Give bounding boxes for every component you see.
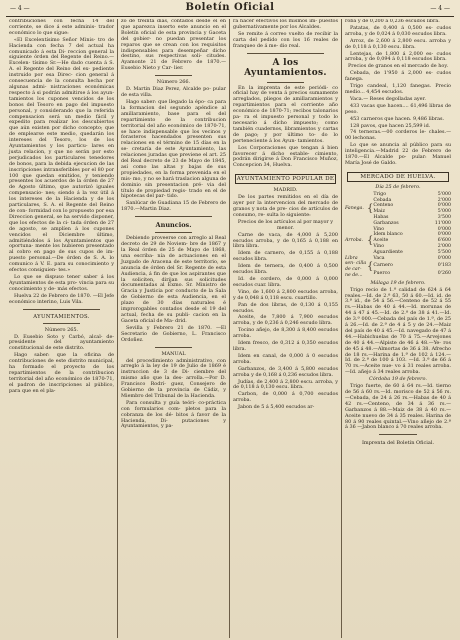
paragraph: contribuciones con fecha 14 del corriente, se dice á este adminis- trador económico lo que sigue: (9, 19, 114, 36)
market-item: Garbanzos (373, 220, 399, 226)
market-item: Vaca (373, 255, 385, 261)
market-item: Habas (373, 214, 389, 220)
market-item: Cebada (373, 197, 392, 203)
market-value: 0'183 (437, 263, 451, 269)
page-number-left: — 4 — (10, 5, 30, 12)
market-value: 2'000 (437, 197, 451, 203)
market-price-row (345, 256, 451, 264)
price-line: Patatas, de 0,400 á 0,500 es- cudos arroba, y de 0,024 á 0,030 escudos libra. (345, 24, 451, 37)
paragraph: Los Corporaciones que tengan á bien favorecer á dicho estable- cimiento, podrán dirigirse á Don Francisco Muñoz, Concepcion 34, Huelva. (233, 144, 338, 169)
paragraph: zo de treinta días, contados desde el en que aparezca inserto este anuncio en el Boletín oficial de esta provincia y Gaceta del gobier- no puedan presentar los reparos que se crean con los requisitos indispensables para desempeñar dicho destino, sus respectivas soli- citudes. Ayamonte 21 de Febrero de 1870.—Eusebio Nieto y Car- lier. (121, 19, 226, 72)
brace-glyph: { (367, 203, 374, 215)
page-header (6, 2, 454, 17)
column-2 (118, 19, 230, 638)
price-line: Id. de cordero, de 0,000 á 0,000 escudos cuar. libra. (233, 276, 338, 288)
market-item: Aguardiente (373, 249, 403, 255)
brace-glyph: { (367, 235, 374, 247)
divider (43, 323, 80, 324)
boxed-heading-ayuntamiento (235, 174, 336, 184)
paragraph: del procedimiento administrativo, con arreglo á la ley de 19 de Julio de 1869 é instruccion de 3 de Di- ciembre del mismo año que la des- arrolla.—Por D. Francisco Rodrí- guez, Consejero de Gobierno de la provincia de Cádiz, y Miembro del Tribunal de la Hacienda. (121, 357, 226, 399)
market-value: 5'500 (437, 249, 451, 255)
signature-line: Sevilla y Febrero 21 de 1870. —El Secretario de Gobierno, L. Francisco Ordoñez. (121, 324, 226, 343)
market-item: Aceite (373, 238, 389, 244)
paragraph: Hago saber: que llegado la épo- ca para la formacion del segundo apéndice al amillaramiento, base para el del repartimiento de la contribucion territorial del año económico de 1870-71, se hace indispensable que los vecinos y forasteros hacendados presenten sus relaciones en el término de 15 días en la se- cretaría de este Ayuntamiento, las relaciones juradas que previene el art. 25 del Real decreto de 23 de Mayo de 1845, así como las altas y bajas de sus propiedades, en la forma prevenida en el mis- mo, y no se hará traslacion alguna de dominio sin presentacion pré- via del título de propiedad regis- trado en el de hipotecas del par- tido. (121, 98, 226, 200)
price-line: Carne de vaca, de 4,000 á 5,200 escudos arroba, y de 0,165 á 0,188 en libra libra. (233, 231, 338, 250)
paragraph: Lo que se anuncia al público para su inteligencia.—Madrid 22 de Febrero de 1870.—El Alcalde po- pular: Manuel María José de Galdo. (345, 142, 451, 166)
column-1 (6, 19, 118, 638)
divider (155, 347, 192, 348)
market-value: 6'600 (437, 238, 451, 244)
price-line: Arroz, de 2,600 á 2,800 escu. arroba y de 0,118 á 0,130 escu. libra. (345, 37, 451, 50)
market-item: Carnero (373, 263, 393, 269)
market-value: 3'500 (437, 214, 451, 220)
paragraph: Trigo fuerte, de 60 á 64 rs.—Id. tierno de 56 á 60 rs.—Id. morisco de 52 á 56 rs.—Cebada, de 24 á 26 rs.—Habas de 40 á 42 rs.—Centeno, de 34 á 36 rs.—Garbanzos á 88.—Maiz de 38 á 40 rs.—Aceite nuevo de 34 á 35 reales. Harina de 80 á 90 reales quintal.—Vino añejo de 2.ª á 36 —Jabon blanco á 70 reales arroba. (345, 383, 451, 431)
paragraph: Para consulta y guía teóri- co-práctica con formularios com- pletos para la cobranza de los dé- bitos á favor de la Hacienda, Di- putaciones y Ayuntamientos, y pa- (121, 399, 226, 430)
paragraph: Se remite á correo vuelto de recibir la carta del pedido con los 16 reales de franqueo de á me- dio real. (233, 30, 338, 49)
market-value: 0'000 (437, 203, 451, 209)
masthead-title: Boletín Oficial (185, 2, 275, 13)
printer-credit: Imprenta del Boletín Oficial. (361, 440, 435, 447)
divider (155, 75, 192, 76)
price-line: Jabon de 5 á 5,400 escudos ar- (238, 404, 315, 411)
paragraph: Lo que se dispuso tener saber á los Ayuntamientos de esta pro- vincia para su conocimiento y de- más efectos. (9, 273, 114, 292)
manual-title: MANUAL (161, 350, 186, 357)
market-date: Día 25 de febrero. (375, 183, 421, 190)
price-line: Tocino añejo, de 8,300 á 8,400 escudos arroba. (233, 327, 338, 340)
price-line: Cebada, de 1'950 á 2,000 es- cudos fanega. (345, 70, 451, 83)
divider (23, 309, 100, 310)
section-title-ayuntamientos: AYUNTAMIENTOS. (33, 313, 90, 320)
market-value: 2'000 (437, 243, 451, 249)
column-4 (342, 19, 454, 638)
city-heading: Málaga 19 de febrero. (370, 279, 426, 286)
boxed-heading-text: AYUNTAMIENTO POPULAR DE (236, 176, 335, 183)
notice-number: Número 266. (156, 79, 191, 86)
paragraph: De los partes remitidos en el día de ayer por la intervencion del mercado de granos y nota de pre- cios de artículos de consumo, re- sulta lo siguiente: (233, 194, 338, 218)
place-name: MADRID. (273, 187, 298, 194)
price-line: Garbanzos, de 3,400 á 5,800 escudos arroba y de 0,168 á 0,236 escudos libra. (233, 365, 338, 378)
price-line: 74 terneras.—00 corderos le- chales.—00 lechonas. (345, 129, 451, 142)
notice-number: Número 265. (44, 326, 79, 333)
signature-line: Huelva 22 de Febrero de 1870. —El Jefe económico interino, Luis Vila. (9, 292, 114, 305)
divider (379, 434, 417, 435)
divider (247, 53, 324, 54)
section-title-anuncios: Anuncios. (155, 221, 192, 230)
paragraph: «El Excelentísimo Señor Minis- tro de Hacienda con fecha 7 del actual ha comunicado á esta Di- reccion general la siguiente órden del Regente del Reino.—Excelen- tísimo Sr.—He dado cuenta á S. A. el Regente del Reino del ex- pediente instruido por esa Direc- cion general á consecuencia de la consulta hecha por algunas admi- nistraciones económicas respecto á si podrán admitirse á los ayun- tamientos los cupones vencidos de los bonos del Tesoro en pago del impuesto personal, y considerando que la referida compensacion será un medio fácil y expedito para realizar los descubiertos que aún existen por dicho concepto; que de emplearse este medio, quedarán los intereses del Tesoro, los de los Ayuntamientos y los particu- lares en justa relacion, y que no serán por esto perjudicados los particulares tenedores de bonos, para la debida ejecucion de las inscripciones intransferibles por el 80 por 100 que quedan emitidos, y teniendo presentes los acuerdos de la órden de 27 de Agosto último, que autorizó iguales compensacio- nes; siendo á la vez útil á los intereses de la Hacienda y de los particulares, S. A. el Regente del Reino de con- formidad con lo propuesto por esa Direccion general, se ha servido disponer, que los efectos de la ci- tada órden de 27 de agosto, se amplíen á los cupones vencidos el Diciembre último, admitiéndolos á los Ayuntamientos que oportuna- mente los hubieren presentado al cobro en pago de sus cupos de im- puesto personal.—De órden de S. A. lo comunico á V. E. para su conocimiento y efectos consiguien- tes.» (9, 36, 114, 274)
market-value: 0'000 (437, 226, 451, 232)
price-line: Vaca.— Reses degolladas ayer. (350, 95, 426, 102)
paragraph: Debiendo proveerse con arreglo al Real decreto de 29 de Noviem- bre de 1867 y la Real órden de 25 de Mayo de 1868, una escriba- nía de actuaciones en el Juzgado de Aracena de este territorio, se anuncia de órden del Sr. Regente de esta Audiencia, á fin de que los aspirantes que la soliciten, dirijan sus solicitudes documentadas al Exmo. Sr. Ministro de Gracia y Justicia por conducto de la Sala de Gobierno de esta Audiencia, en el plazo de 30 días naturales é improrogables contados desde el 19 del actual, fecha de su publi- cacion en la Gaceta oficial de Ma- drid. (121, 235, 226, 324)
price-line: Pan de dos libras, de 0,130 á 0,155 escudos. (233, 301, 338, 314)
paragraph: ra hacer efectivos los mismos im- puestos gubernativamente por los Alcaldes. (233, 19, 338, 30)
market-price-table (345, 192, 451, 279)
market-item: Vino (373, 243, 385, 249)
market-unit-label: Fanega. (345, 206, 364, 212)
price-line: Idem en canal, de 0,000 á 0 escudos arroba. (233, 352, 338, 365)
market-unit-label: Arroba. (345, 238, 363, 244)
page-number-right: — 4 — (430, 5, 450, 12)
divider (267, 82, 304, 83)
market-item: Vino (373, 226, 385, 232)
city-heading: Córdoba 19 de febrero. (369, 376, 427, 383)
market-value: 0'000 (437, 232, 451, 238)
market-item: Puerco (373, 270, 391, 276)
price-line: Lentejas, de 1,800 á 2,000 es- cudos arroba, y de 0,094 á 0,118 escudos libra. (345, 50, 451, 63)
price-line: Aceite, de 7,800 á 7,900 escudos arroba, y de 0,236 á 0,246 escudo libra. (233, 314, 338, 327)
column-3 (230, 19, 342, 638)
paragraph: En la imprenta de este periódi- co oficial hay de venta á precios sumamente arreglados, pliegos de amillaramientos y repartimientos para el corriente año económico de 1870-71; recibos talonarios pa- ra el impuesto personal y todo lo necesario á dicho impuesto; como también cuadernos, libramientos y cartas de pago; y por último to- do lo perteneciente á los Ayun- tamientos. (233, 84, 338, 144)
market-value: 0'000 (437, 255, 451, 261)
paragraph: roba y de 0,200 á 0,236 escudos libra. (345, 19, 440, 24)
paragraph: Trigo recio de 1.ª calidad de 624 á 64 reales.—Id. de 2.ª 63, 50 á 60.—Id. id. de 3.ª id., de 54 á 56.—Centeno de 52 á 55 rs.—Habas de 40 á 44.—Id. morunas de 44 á 47 á 45.—Id. de 2.ª de 38 á 41.—Id. de 3.ª 000.—Cebada del país de 1.ª, de 25 á 26.—Id. de 2.ª de 4 á 5 y de 24.—Maiz del país de 40 á 45.—Id. navegado de 47 á 44.—Habichuelas de 70 á 75.—Arvejones de 40 á 44.—Alpiste de 46 á 48.—Ye- ros de 45 á 48.—Almortas de 36 á 38. Afrecho de 18 rs.—Harina de 1.ª de 102 á 124.—Id. de 2.ª de 100 á 103. —Id. 3.ª de 66 á 70 rs.—Aceite nue- vo á 31 reales arroba.—Id. añejo á 34 reales arroba. (345, 286, 451, 376)
paragraph: Hago saber: que la oficina de contribuciones de este distrito municipal, ha formado el proyecto de los repartimientos de la contribucion territorial del año económico de 1870-71, el padron de inscripciones al público, para que en el pla- (9, 352, 114, 394)
price-line: 453 carneros que hacen. 9,486 libras. (350, 115, 445, 122)
market-value: 5'000 (437, 191, 451, 197)
market-item: Centeno (373, 203, 394, 209)
market-item: Trigo (373, 191, 387, 197)
price-line: Idem de carnero, de 0,155 á 0,188 escudos libra. (233, 250, 338, 263)
price-line: Idem de ternera, de 0,400 á 0,500 escudos libra. (233, 263, 338, 276)
market-item: Ídem blanco (373, 232, 403, 238)
market-value: 0'260 (437, 270, 451, 276)
market-unit-label: Libra sen- cilla de car- ne de... (345, 255, 367, 278)
divider (135, 216, 212, 217)
paragraph: D. Martin Diaz Perez, Alcalde po- pular de esta villa. (121, 86, 226, 99)
price-line: 128 pavos, que hacen 25,599 id. (350, 122, 431, 129)
columns (6, 19, 454, 638)
price-line: Idem fresco, de 0,312 á 0,350 escudos libra. (233, 340, 338, 352)
price-line: Judías, de 2,400 á 2,800 escu. arroba, y de 0,118 á 0,130 escu. libra. (233, 378, 338, 391)
boxed-heading-mercado (347, 172, 449, 182)
market-value: 11'000 (434, 220, 451, 226)
section-title-a-los-ayuntamientos: A los Ayuntamientos. (244, 57, 327, 78)
divider (155, 232, 192, 233)
price-line: Carbon, de 0,000 á 0,700 escudos arroba. (233, 391, 338, 404)
signature-line: Sanlúcar de Guadiana 15 de Febrero de 1870.—Martin Diaz. (121, 200, 226, 213)
paragraph: D. Eusebio Soto y Carbó, alcal- de-presidente del ayuntamiento constitucional de este distrito. (9, 333, 114, 352)
price-line: Trigo candeal, 1,120 fanegas. Precio medio... 4,454 escudos. (345, 83, 451, 95)
boxed-heading-text: MERCADO DE HUELVA. (360, 173, 436, 180)
brace-glyph: { (367, 261, 374, 273)
price-line: 433 vacas que hacen.... 61,496 libras de peso. (345, 102, 451, 115)
price-line: Vino, de 1,600 á 2,800 escudos arroba, y de 0,048 á 0,118 escu. cuartillo. (233, 288, 338, 301)
prices-subheading: Precios de granos en el mercado de hoy. (347, 63, 449, 70)
prices-subheading: Precios de los artículos al por mayor y menor. (237, 218, 334, 231)
market-value: 5'000 (437, 209, 451, 215)
market-item: Maiz (373, 209, 385, 215)
